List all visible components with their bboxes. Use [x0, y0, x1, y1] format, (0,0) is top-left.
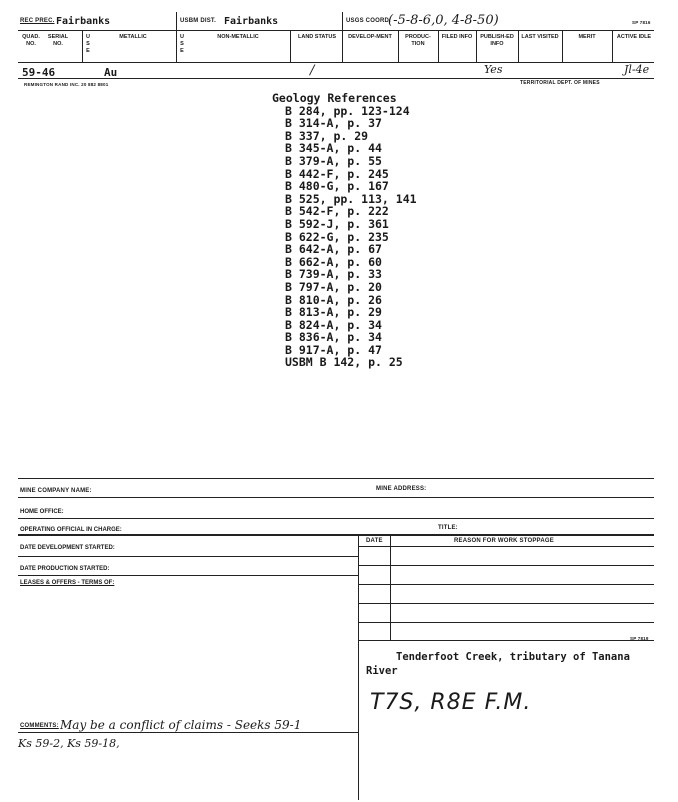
rec-prec-value: Fairbanks	[56, 16, 111, 27]
reference-item: B 836-A, p. 34	[285, 330, 382, 345]
header-top-rule	[18, 30, 654, 31]
usbm-dist-value: Fairbanks	[224, 16, 279, 27]
col-metallic: METALLIC	[119, 34, 147, 40]
stoppage-rule	[358, 603, 654, 604]
published-value: Yes	[484, 63, 503, 76]
col-published-info: PUBLISH-ED INFO	[480, 34, 514, 47]
usgs-coord-label: USGS COORD.	[346, 18, 391, 24]
usgs-coord-value: (-5-8-6,0, 4-8-50)	[388, 13, 499, 28]
col-use-nonmetallic: U S E	[180, 34, 184, 54]
stoppage-rule	[358, 546, 654, 547]
col-serial: SERIAL NO.	[47, 34, 69, 47]
right-column-border	[358, 534, 359, 800]
location-handwritten: T7S, R8E F.M.	[370, 690, 532, 715]
reference-item: USBM B 142, p. 25	[285, 355, 403, 370]
mine-address-label: MINE ADDRESS:	[376, 486, 427, 492]
operating-official-label: OPERATING OFFICIAL IN CHARGE:	[20, 527, 122, 533]
header-divider	[476, 30, 477, 62]
col-active-idle: ACTIVE IDLE	[616, 34, 652, 40]
metallic-value: Au	[104, 66, 118, 79]
reference-item: B 797-A, p. 20	[285, 279, 382, 294]
stoppage-rule	[358, 640, 654, 641]
header-divider	[176, 12, 177, 62]
home-office-label: HOME OFFICE:	[20, 509, 64, 515]
header-divider	[438, 30, 439, 62]
reason-column-header: REASON FOR WORK STOPPAGE	[454, 538, 554, 544]
location-typed: Tenderfoot Creek, tributary of Tanana River	[366, 651, 630, 677]
rec-prec-label: REC PREC.	[20, 18, 55, 24]
reference-item: B 525, pp. 113, 141	[285, 191, 417, 206]
header-divider	[562, 30, 563, 62]
geology-references	[272, 92, 417, 369]
form-rule	[18, 556, 358, 557]
active-value: Jl-4e	[624, 63, 650, 76]
date-column-header: DATE	[366, 538, 383, 544]
title-label: TITLE:	[438, 525, 458, 531]
reference-item: B 810-A, p. 26	[285, 292, 382, 307]
comments-line-1: May be a conflict of claims - Seeks 59-1	[60, 718, 302, 732]
col-nonmetallic: NON-METALLIC	[217, 34, 259, 40]
date-production-started-label: DATE PRODUCTION STARTED:	[20, 566, 110, 572]
date-column-border	[390, 534, 391, 640]
col-quad: QUAD. NO.	[22, 34, 40, 47]
stoppage-rule	[358, 565, 654, 566]
reference-item: B 379-A, p. 55	[285, 153, 382, 168]
header-divider	[82, 30, 83, 62]
col-merit: MERIT	[578, 34, 596, 40]
header-divider	[398, 30, 399, 62]
reference-item: B 480-G, p. 167	[285, 179, 389, 194]
header-divider	[612, 30, 613, 62]
dept-note: TERRITORIAL DEPT. OF MINES	[520, 80, 600, 86]
comments-label: COMMENTS:	[20, 723, 59, 729]
col-filed-info: FILED INFO	[441, 34, 473, 40]
form-number: SP 7816	[632, 20, 651, 25]
reference-item: B 824-A, p. 34	[285, 317, 382, 332]
form-rule	[18, 575, 358, 576]
stoppage-rule	[358, 584, 654, 585]
header-bottom-rule	[18, 62, 654, 63]
reference-item: B 813-A, p. 29	[285, 305, 382, 320]
leases-offers-label: LEASES & OFFERS - TERMS OF:	[20, 580, 115, 586]
col-land-status: LAND STATUS	[298, 34, 336, 40]
comments-rule	[18, 732, 358, 733]
reference-item: B 345-A, p. 44	[285, 141, 382, 156]
comments-line-2: Ks 59-2, Ks 59-18,	[18, 737, 120, 750]
reference-item: B 314-A, p. 37	[285, 116, 382, 131]
header-divider	[342, 12, 343, 62]
header-divider	[518, 30, 519, 62]
lower-form-number: SP 7819	[630, 636, 649, 641]
col-last-visited: LAST VISITED	[521, 34, 559, 40]
col-use-metallic: U S E	[86, 34, 90, 54]
form-rule	[18, 534, 654, 536]
reference-item: B 542-F, p. 222	[285, 204, 389, 219]
stoppage-rule	[358, 622, 654, 623]
usbm-dist-label: USBM DIST.	[180, 18, 217, 24]
form-rule	[18, 518, 654, 519]
reference-item: B 642-A, p. 67	[285, 242, 382, 257]
reference-item: B 622-G, p. 235	[285, 229, 389, 244]
reference-item: B 337, p. 29	[285, 128, 369, 143]
reference-item: B 917-A, p. 47	[285, 342, 382, 357]
reference-item: B 739-A, p. 33	[285, 267, 382, 282]
col-development: DEVELOP-MENT	[348, 34, 392, 40]
lower-form-top-rule	[18, 478, 654, 479]
col-production: PRODUC-TION	[405, 34, 431, 47]
form-rule	[18, 497, 654, 498]
printer-note: REMINGTON RAND INC. 20 882 8801	[24, 82, 109, 87]
reference-item: B 662-A, p. 60	[285, 254, 382, 269]
reference-item: B 284, pp. 123-124	[285, 103, 410, 118]
land-status-value: /	[310, 63, 315, 78]
mine-company-name-label: MINE COMPANY NAME:	[20, 488, 92, 494]
header-divider	[290, 30, 291, 62]
date-development-started-label: DATE DEVELOPMENT STARTED:	[20, 545, 115, 551]
reference-item: B 592-J, p. 361	[285, 216, 389, 231]
values-rule	[18, 78, 654, 79]
quad-serial-value: 59-46	[22, 66, 56, 79]
reference-item: B 442-F, p. 245	[285, 166, 389, 181]
references-list	[285, 105, 417, 369]
references-title: Geology References	[272, 91, 397, 105]
